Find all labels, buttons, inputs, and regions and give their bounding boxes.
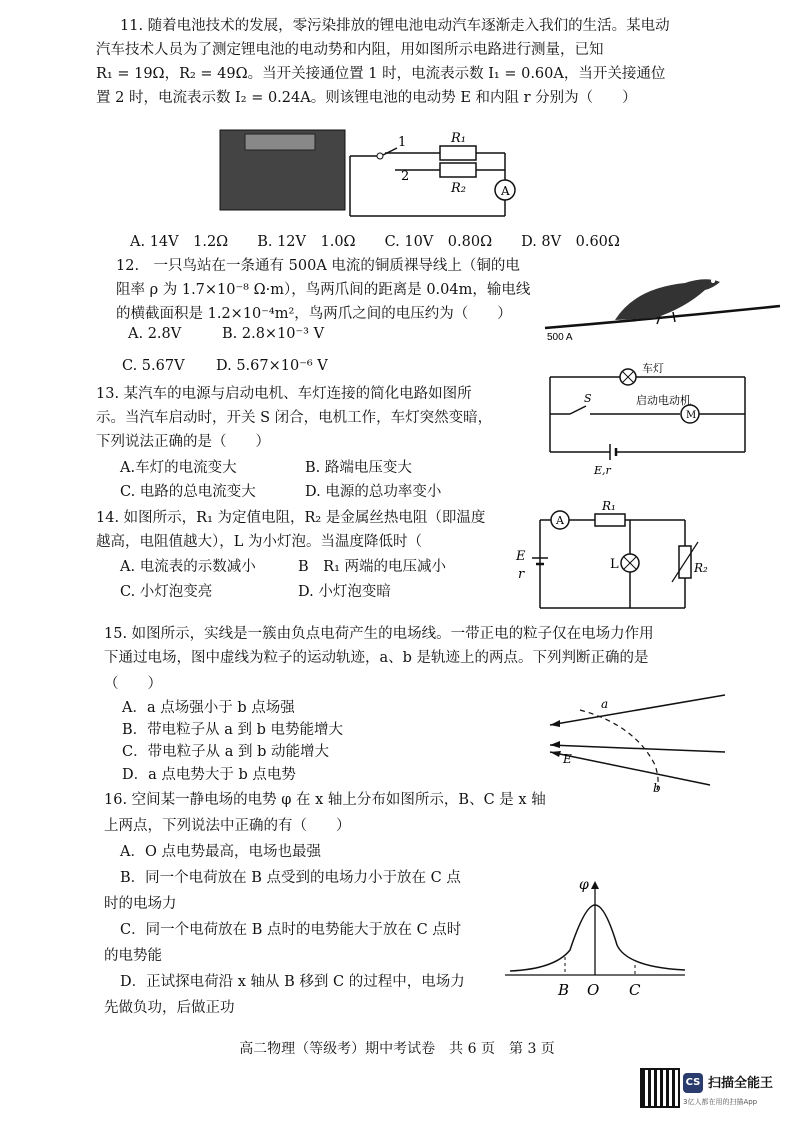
particle-trajectory — [580, 710, 658, 790]
field-line — [550, 752, 710, 785]
q12-option-b: B. 2.8×10⁻³ V — [222, 326, 325, 342]
switch-label: S — [584, 392, 592, 405]
field-e-label: E — [563, 752, 572, 766]
q14-option-b: B R₁ 两端的电压减小 — [298, 559, 446, 575]
label-ammeter: A — [501, 184, 510, 198]
lamp-label: 车灯 — [642, 362, 664, 375]
lamp-label: L — [610, 557, 619, 572]
qr-code — [640, 1068, 680, 1108]
q15-line1: 15. 如图所示，实线是一簇由负点电荷产生的电场线。一带正电的粒子仅在电场力作用 — [104, 626, 654, 642]
q16-option-d-line1: D．正试探电荷沿 x 轴从 B 移到 C 的过程中，电场力 — [120, 974, 465, 990]
q16-option-d-line2: 先做负功，后做正功 — [104, 1000, 235, 1016]
q15-line2: 下通过电场，图中虚线为粒子的运动轨迹，a、b 是轨迹上的两点。下列判断正确的是 — [104, 650, 649, 666]
q11-line3: R₁ = 19Ω，R₂ = 49Ω。当开关接通位置 1 时，电流表示数 I₁ = 0.60A，当开关接通位 — [96, 66, 666, 82]
q16-option-c-line2: 的电势能 — [104, 948, 162, 964]
point-b-label: B — [558, 981, 570, 999]
switch-arm — [383, 148, 397, 155]
q16-option-c-line1: C．同一个电荷放在 B 点时的电势能大于放在 C 点时 — [120, 922, 462, 938]
q14-option-a: A. 电流表的示数减小 — [120, 559, 256, 575]
q12-bird-figure — [545, 268, 785, 343]
point-a-label: a — [601, 697, 609, 711]
q15-option-d: D．a 点电势大于 b 点电势 — [122, 767, 296, 783]
q16-potential-graph — [505, 875, 695, 1000]
emf-label: E — [516, 549, 526, 564]
current-label: 500 A — [547, 332, 573, 343]
q16-option-b-line1: B．同一个电荷放在 B 点受到的电场力小于放在 C 点 — [120, 870, 461, 886]
q13-circuit-figure — [550, 362, 750, 480]
internal-r-label: r — [518, 567, 525, 582]
resistor-r1 — [440, 146, 476, 160]
q12-line1: 12. 一只鸟站在一条通有 500A 电流的铜质裸导线上（铜的电 — [116, 258, 520, 274]
q13-option-b: B. 路端电压变大 — [305, 460, 412, 476]
point-b-label: b — [653, 781, 661, 795]
q13-line3: 下列说法正确的是（ ） — [96, 434, 270, 450]
resistor-r1 — [595, 514, 625, 526]
q12-line2: 阻率 ρ 为 1.7×10⁻⁸ Ω·m），鸟两爪间的距离是 0.04m，输电线 — [116, 282, 531, 298]
q11-line1: 11. 随着电池技术的发展，零污染排放的锂电池电动汽车逐渐走入我们的生活。某电动 — [120, 18, 670, 34]
origin-label: O — [587, 981, 600, 999]
q13-option-d: D. 电源的总功率变小 — [305, 484, 442, 500]
camscanner-tagline: 3亿人都在用的扫描App — [683, 1098, 758, 1106]
motor-symbol-label: M — [686, 410, 697, 421]
label-pos1: 1 — [398, 135, 407, 150]
q13-line1: 13. 某汽车的电源与启动电机、车灯连接的简化电路如图所 — [96, 386, 472, 402]
q12-option-d: D. 5.67×10⁻⁶ V — [216, 358, 328, 374]
q14-circuit-figure — [510, 500, 710, 615]
q11-line4: 置 2 时，电流表示数 I₂ = 0.24A。则该锂电池的电动势 E 和内阻 r 分别为（ ） — [96, 90, 637, 106]
q16-line2: 上两点，下列说法中正确的有（ ） — [104, 818, 351, 834]
point-c-label: C — [629, 981, 641, 999]
q11-options: A. 14V 1.2Ω B. 12V 1.0Ω C. 10V 0.80Ω D. 8V 0.60Ω — [130, 234, 620, 250]
r1-label: R₁ — [602, 499, 616, 513]
q14-line1: 14. 如图所示，R₁ 为定值电阻，R₂ 是金属丝热电阻（即温度 — [96, 510, 486, 526]
ammeter-label: A — [556, 514, 564, 527]
camscanner-name: 扫描全能王 — [708, 1076, 774, 1091]
label-r2: R₂ — [451, 181, 466, 196]
q12-option-a: A. 2.8V — [128, 326, 182, 342]
resistor-r2 — [440, 163, 476, 177]
q15-field-figure — [545, 690, 735, 800]
q15-option-b: B．带电粒子从 a 到 b 电势能增大 — [122, 722, 344, 738]
q12-line3: 的横截面积是 1.2×10⁻⁴m²，鸟两爪之间的电压约为（ ） — [116, 306, 512, 322]
field-line — [550, 695, 725, 725]
q15-line3: （ ） — [104, 676, 162, 692]
phi-label: φ — [579, 877, 589, 893]
q13-line2: 示。当汽车启动时，开关 S 闭合，电机工作，车灯突然变暗， — [96, 410, 493, 426]
q12-option-c: C. 5.67V — [122, 358, 185, 374]
label-r1: R₁ — [451, 131, 466, 146]
q15-option-a: A．a 点场强小于 b 点场强 — [122, 700, 295, 716]
page-footer: 高二物理（等级考）期中考试卷 共 6 页 第 3 页 — [239, 1041, 555, 1057]
label-pos2: 2 — [401, 169, 410, 184]
source-label: E,r — [594, 464, 611, 477]
q11-circuit-figure — [215, 108, 525, 223]
q16-option-b-line2: 时的电场力 — [104, 896, 177, 912]
q16-option-a: A．O 点电势最高，电场也最强 — [120, 844, 321, 860]
r2-label: R₂ — [694, 561, 708, 575]
q14-option-c: C. 小灯泡变亮 — [120, 584, 213, 600]
motor-label: 启动电动机 — [636, 394, 691, 407]
q15-option-c: C．带电粒子从 a 到 b 动能增大 — [122, 744, 329, 760]
camscanner-logo: CS — [683, 1073, 703, 1093]
q11-line2: 汽车技术人员为了测定锂电池的电动势和内阻，用如图所示电路进行测量，已知 — [96, 42, 604, 58]
q13-option-c: C. 电路的总电流变大 — [120, 484, 256, 500]
field-line — [550, 745, 725, 752]
switch-s — [570, 406, 586, 414]
q16-line1: 16. 空间某一静电场的电势 φ 在 x 轴上分布如图所示，B、C 是 x 轴 — [104, 792, 546, 808]
q14-line2: 越高，电阻值越大），L 为小灯泡。当温度降低时（ — [96, 534, 422, 550]
potential-curve — [510, 905, 685, 971]
q13-option-a: A.车灯的电流变大 — [120, 460, 237, 476]
q14-option-d: D. 小灯泡变暗 — [298, 584, 391, 600]
